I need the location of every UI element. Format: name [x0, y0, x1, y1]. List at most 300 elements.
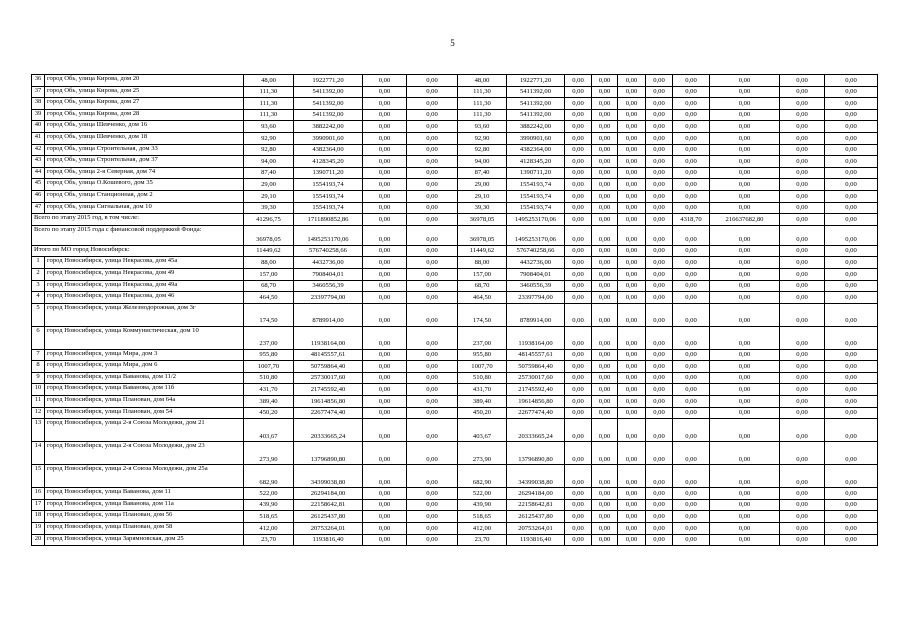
value-cell: 11449,62: [458, 245, 507, 257]
value-cell: 0,00: [780, 202, 825, 214]
value-cell: 4128345,20: [507, 156, 565, 168]
value-cell: 0,00: [673, 167, 710, 179]
row-number-cell: 2: [32, 268, 45, 280]
value-cell: 1390711,20: [507, 167, 565, 179]
value-cell: 111,30: [458, 86, 507, 98]
value-cell: 0,00: [407, 488, 458, 500]
value-cell: 0,00: [592, 190, 618, 202]
value-cell: 0,00: [592, 86, 618, 98]
value-cell: 0,00: [780, 190, 825, 202]
value-cell: 0,00: [407, 396, 458, 408]
value-cell: 3882242,00: [294, 121, 363, 133]
value-cell: 0,00: [825, 419, 878, 442]
value-cell: 11938164,00: [294, 326, 363, 349]
value-cell: 0,00: [407, 144, 458, 156]
address-cell: город Обь, улица Кирова, дом 25: [45, 86, 244, 98]
value-cell: 0,00: [407, 257, 458, 269]
address-cell: город Новосибирск, улица Некрасова, дом 45а: [45, 257, 244, 269]
value-cell: 0,00: [646, 144, 673, 156]
table-row: [32, 109, 878, 121]
value-cell: 26294184,00: [507, 488, 565, 500]
value-cell: 0,00: [592, 419, 618, 442]
value-cell: 0,00: [592, 225, 618, 245]
value-cell: 50759864,40: [507, 361, 565, 373]
row-number-cell: 13: [32, 419, 45, 442]
table-row: [32, 465, 878, 488]
value-cell: 0,00: [673, 156, 710, 168]
value-cell: 11938164,00: [507, 326, 565, 349]
value-cell: 0,00: [592, 465, 618, 488]
value-cell: 0,00: [592, 121, 618, 133]
value-cell: 0,00: [646, 75, 673, 87]
value-cell: 0,00: [673, 384, 710, 396]
value-cell: 111,30: [458, 109, 507, 121]
value-cell: 8789914,00: [294, 303, 363, 326]
address-cell: город Новосибирск, улица Ваванова, дом 11/2: [45, 372, 244, 384]
value-cell: 0,00: [780, 372, 825, 384]
value-cell: 50759864,40: [294, 361, 363, 373]
value-cell: 4318,70: [673, 214, 710, 226]
value-cell: 0,00: [407, 132, 458, 144]
value-cell: 29,10: [458, 190, 507, 202]
value-cell: 0,00: [710, 144, 780, 156]
table-row: [32, 419, 878, 442]
row-number-cell: 10: [32, 384, 45, 396]
row-number-cell: 43: [32, 156, 45, 168]
value-cell: 0,00: [618, 245, 646, 257]
value-cell: 0,00: [618, 225, 646, 245]
value-cell: 93,60: [244, 121, 294, 133]
value-cell: 0,00: [618, 75, 646, 87]
value-cell: 0,00: [710, 419, 780, 442]
address-cell: город Новосибирск, улица Ваванова, дом 11а: [45, 499, 244, 511]
value-cell: 0,00: [592, 109, 618, 121]
value-cell: 22158642,81: [294, 499, 363, 511]
value-cell: 0,00: [673, 488, 710, 500]
value-cell: 0,00: [618, 98, 646, 110]
value-cell: 0,00: [825, 86, 878, 98]
value-cell: 0,00: [565, 245, 592, 257]
value-cell: 0,00: [618, 465, 646, 488]
value-cell: 48145557,61: [294, 349, 363, 361]
value-cell: 0,00: [673, 499, 710, 511]
value-cell: 21745592,40: [294, 384, 363, 396]
value-cell: 0,00: [592, 523, 618, 535]
value-cell: 0,00: [565, 534, 592, 546]
value-cell: 1554193,74: [507, 190, 565, 202]
value-cell: 0,00: [618, 303, 646, 326]
row-number-cell: 17: [32, 499, 45, 511]
value-cell: 0,00: [646, 384, 673, 396]
value-cell: 0,00: [618, 179, 646, 191]
value-cell: 0,00: [710, 488, 780, 500]
value-cell: 4128345,20: [294, 156, 363, 168]
value-cell: 0,00: [407, 179, 458, 191]
value-cell: 0,00: [710, 268, 780, 280]
value-cell: 5411392,00: [294, 98, 363, 110]
address-cell: город Новосибирск, улица Мира, дом 3: [45, 349, 244, 361]
value-cell: 88,00: [244, 257, 294, 269]
value-cell: 0,00: [565, 396, 592, 408]
value-cell: 682,90: [244, 465, 294, 488]
value-cell: 111,30: [244, 109, 294, 121]
value-cell: 0,00: [673, 280, 710, 292]
value-cell: 510,80: [458, 372, 507, 384]
value-cell: 0,00: [592, 75, 618, 87]
value-cell: 0,00: [618, 349, 646, 361]
value-cell: 0,00: [673, 132, 710, 144]
value-cell: 26125437,80: [507, 511, 565, 523]
value-cell: 0,00: [710, 132, 780, 144]
value-cell: 0,00: [780, 280, 825, 292]
total-label-cell: Всего по этапу 2015 год, в том числе:: [32, 214, 244, 226]
value-cell: 0,00: [592, 326, 618, 349]
value-cell: 7908404,01: [507, 268, 565, 280]
value-cell: 25730017,60: [294, 372, 363, 384]
value-cell: 0,00: [592, 442, 618, 465]
value-cell: 0,00: [363, 303, 407, 326]
row-number-cell: 40: [32, 121, 45, 133]
value-cell: 518,65: [244, 511, 294, 523]
value-cell: 0,00: [673, 75, 710, 87]
value-cell: 0,00: [646, 214, 673, 226]
value-cell: 0,00: [363, 384, 407, 396]
value-cell: 5411392,00: [294, 109, 363, 121]
value-cell: 0,00: [673, 361, 710, 373]
value-cell: 0,00: [363, 132, 407, 144]
row-number-cell: 42: [32, 144, 45, 156]
value-cell: 0,00: [363, 372, 407, 384]
value-cell: 0,00: [618, 384, 646, 396]
table-row: [32, 144, 878, 156]
address-cell: город Обь, улица Кирова, дом 27: [45, 98, 244, 110]
address-cell: город Новосибирск, улица Ваванова, дом 11б: [45, 384, 244, 396]
value-cell: 157,00: [458, 268, 507, 280]
value-cell: 0,00: [646, 156, 673, 168]
value-cell: 0,00: [407, 202, 458, 214]
value-cell: 0,00: [592, 257, 618, 269]
value-cell: 0,00: [363, 225, 407, 245]
value-cell: 0,00: [592, 349, 618, 361]
value-cell: 0,00: [407, 499, 458, 511]
value-cell: 0,00: [780, 109, 825, 121]
value-cell: 0,00: [565, 190, 592, 202]
value-cell: 0,00: [673, 179, 710, 191]
value-cell: 0,00: [646, 465, 673, 488]
value-cell: 0,00: [780, 384, 825, 396]
value-cell: 0,00: [780, 75, 825, 87]
value-cell: 0,00: [407, 372, 458, 384]
value-cell: 0,00: [673, 121, 710, 133]
value-cell: 0,00: [363, 534, 407, 546]
row-number-cell: 14: [32, 442, 45, 465]
value-cell: 0,00: [407, 442, 458, 465]
value-cell: 88,00: [458, 257, 507, 269]
value-cell: 0,00: [592, 361, 618, 373]
value-cell: 0,00: [618, 361, 646, 373]
value-cell: 0,00: [780, 442, 825, 465]
value-cell: 0,00: [592, 534, 618, 546]
value-cell: 0,00: [407, 167, 458, 179]
value-cell: 0,00: [646, 268, 673, 280]
value-cell: 0,00: [565, 98, 592, 110]
value-cell: 87,40: [244, 167, 294, 179]
value-cell: 174,50: [244, 303, 294, 326]
value-cell: 0,00: [673, 190, 710, 202]
value-cell: 0,00: [825, 361, 878, 373]
value-cell: 23,70: [244, 534, 294, 546]
value-cell: 0,00: [780, 523, 825, 535]
value-cell: 0,00: [592, 511, 618, 523]
value-cell: 4382364,00: [507, 144, 565, 156]
value-cell: 111,30: [244, 98, 294, 110]
value-cell: 0,00: [825, 372, 878, 384]
value-cell: 23397794,00: [294, 292, 363, 304]
value-cell: 0,00: [565, 86, 592, 98]
value-cell: 0,00: [592, 499, 618, 511]
value-cell: 0,00: [710, 109, 780, 121]
table-row: [32, 156, 878, 168]
value-cell: 0,00: [646, 511, 673, 523]
value-cell: 111,30: [458, 98, 507, 110]
value-cell: 0,00: [780, 121, 825, 133]
value-cell: 439,90: [458, 499, 507, 511]
value-cell: 0,00: [407, 245, 458, 257]
value-cell: 0,00: [646, 190, 673, 202]
value-cell: 0,00: [407, 75, 458, 87]
value-cell: 576740258,66: [294, 245, 363, 257]
value-cell: 955,80: [244, 349, 294, 361]
value-cell: 0,00: [618, 144, 646, 156]
value-cell: 5411392,00: [507, 109, 565, 121]
value-cell: 0,00: [618, 419, 646, 442]
value-cell: 0,00: [825, 268, 878, 280]
value-cell: 0,00: [565, 442, 592, 465]
value-cell: 0,00: [618, 442, 646, 465]
value-cell: 3990901,60: [507, 132, 565, 144]
value-cell: 0,00: [780, 214, 825, 226]
table-row: [32, 132, 878, 144]
value-cell: 0,00: [646, 245, 673, 257]
value-cell: 3990901,60: [294, 132, 363, 144]
value-cell: 0,00: [646, 534, 673, 546]
value-cell: 0,00: [825, 303, 878, 326]
value-cell: 0,00: [646, 121, 673, 133]
value-cell: 0,00: [592, 245, 618, 257]
value-cell: 0,00: [363, 190, 407, 202]
table-row: [32, 442, 878, 465]
value-cell: 0,00: [407, 523, 458, 535]
value-cell: 1554193,74: [294, 179, 363, 191]
value-cell: 0,00: [363, 465, 407, 488]
value-cell: 0,00: [673, 225, 710, 245]
value-cell: 0,00: [363, 75, 407, 87]
value-cell: 0,00: [363, 179, 407, 191]
value-cell: 518,65: [458, 511, 507, 523]
row-number-cell: 9: [32, 372, 45, 384]
value-cell: 0,00: [407, 214, 458, 226]
address-cell: город Новосибирск, улица 2-я Союза Молодежи, дом 23: [45, 442, 244, 465]
row-number-cell: 1: [32, 257, 45, 269]
value-cell: 0,00: [363, 349, 407, 361]
address-cell: город Новосибирск, улица Ваванова, дом 11: [45, 488, 244, 500]
value-cell: 216637682,80: [710, 214, 780, 226]
value-cell: 0,00: [825, 442, 878, 465]
value-cell: 0,00: [363, 511, 407, 523]
value-cell: 0,00: [565, 499, 592, 511]
value-cell: 0,00: [780, 407, 825, 419]
value-cell: 0,00: [710, 179, 780, 191]
value-cell: 0,00: [646, 419, 673, 442]
table-row: [32, 75, 878, 87]
value-cell: 0,00: [673, 86, 710, 98]
address-cell: город Новосибирск, улица 2-я Союза Молодежи, дом 21: [45, 419, 244, 442]
table-row: [32, 361, 878, 373]
value-cell: 464,50: [244, 292, 294, 304]
value-cell: 0,00: [825, 488, 878, 500]
value-cell: 0,00: [565, 303, 592, 326]
value-cell: 0,00: [673, 465, 710, 488]
value-cell: 0,00: [565, 132, 592, 144]
value-cell: 0,00: [565, 488, 592, 500]
value-cell: 0,00: [407, 326, 458, 349]
table-row: [32, 190, 878, 202]
value-cell: 439,90: [244, 499, 294, 511]
table-row: [32, 511, 878, 523]
table-row: [32, 372, 878, 384]
value-cell: 0,00: [565, 465, 592, 488]
value-cell: 0,00: [592, 268, 618, 280]
value-cell: 0,00: [646, 499, 673, 511]
table-row: [32, 86, 878, 98]
value-cell: 0,00: [825, 156, 878, 168]
table-row: [32, 245, 878, 257]
value-cell: 20333665,24: [507, 419, 565, 442]
value-cell: 0,00: [565, 75, 592, 87]
value-cell: 20753264,01: [294, 523, 363, 535]
value-cell: 0,00: [780, 167, 825, 179]
value-cell: 21745592,40: [507, 384, 565, 396]
value-cell: 0,00: [646, 396, 673, 408]
value-cell: 0,00: [592, 292, 618, 304]
value-cell: 0,00: [710, 372, 780, 384]
value-cell: 68,70: [244, 280, 294, 292]
value-cell: 0,00: [407, 156, 458, 168]
value-cell: 25730017,60: [507, 372, 565, 384]
value-cell: 0,00: [780, 499, 825, 511]
value-cell: 0,00: [565, 268, 592, 280]
value-cell: 0,00: [825, 523, 878, 535]
value-cell: 0,00: [363, 121, 407, 133]
value-cell: 0,00: [710, 156, 780, 168]
table-row: [32, 349, 878, 361]
table-row: [32, 326, 878, 349]
value-cell: 510,80: [244, 372, 294, 384]
value-cell: 92,80: [244, 144, 294, 156]
value-cell: 0,00: [363, 245, 407, 257]
value-cell: 29,10: [244, 190, 294, 202]
value-cell: 0,00: [618, 121, 646, 133]
value-cell: 0,00: [825, 349, 878, 361]
value-cell: 0,00: [673, 419, 710, 442]
value-cell: 0,00: [363, 214, 407, 226]
row-number-cell: 18: [32, 511, 45, 523]
address-cell: город Новосибирск, улица Планован, дом 54: [45, 407, 244, 419]
address-cell: город Новосибирск, улица 2-я Союза Молодежи, дом 25а: [45, 465, 244, 488]
value-cell: 0,00: [710, 523, 780, 535]
value-cell: 0,00: [592, 396, 618, 408]
row-number-cell: 5: [32, 303, 45, 326]
value-cell: 0,00: [407, 534, 458, 546]
row-number-cell: 12: [32, 407, 45, 419]
table-row: [32, 303, 878, 326]
value-cell: 0,00: [673, 523, 710, 535]
total-label-cell: Итого по МО город Новосибирск:: [32, 245, 244, 257]
value-cell: 0,00: [565, 523, 592, 535]
value-cell: 0,00: [673, 534, 710, 546]
value-cell: 26294184,00: [294, 488, 363, 500]
value-cell: 0,00: [407, 465, 458, 488]
value-cell: 403,67: [244, 419, 294, 442]
value-cell: 0,00: [646, 442, 673, 465]
value-cell: 0,00: [407, 109, 458, 121]
value-cell: 0,00: [710, 190, 780, 202]
value-cell: 273,90: [458, 442, 507, 465]
value-cell: 389,40: [458, 396, 507, 408]
value-cell: 0,00: [565, 419, 592, 442]
value-cell: 0,00: [407, 280, 458, 292]
value-cell: 0,00: [592, 144, 618, 156]
row-number-cell: 44: [32, 167, 45, 179]
value-cell: 0,00: [407, 407, 458, 419]
value-cell: 0,00: [780, 292, 825, 304]
value-cell: 0,00: [780, 361, 825, 373]
row-number-cell: 19: [32, 523, 45, 535]
address-cell: город Новосибирск, улица Железнодорожная, дом 3г: [45, 303, 244, 326]
value-cell: 0,00: [825, 465, 878, 488]
value-cell: 48,00: [458, 75, 507, 87]
value-cell: 0,00: [825, 257, 878, 269]
value-cell: 0,00: [363, 499, 407, 511]
value-cell: 0,00: [592, 202, 618, 214]
value-cell: 0,00: [407, 86, 458, 98]
page-number: 5: [450, 38, 455, 48]
value-cell: 1007,70: [244, 361, 294, 373]
value-cell: 0,00: [618, 156, 646, 168]
value-cell: 36978,05: [458, 225, 507, 245]
value-cell: 48145557,61: [507, 349, 565, 361]
value-cell: 0,00: [780, 144, 825, 156]
value-cell: 0,00: [565, 384, 592, 396]
value-cell: 0,00: [565, 361, 592, 373]
value-cell: 29,00: [458, 179, 507, 191]
value-cell: 1495253170,06: [507, 225, 565, 245]
value-cell: 0,00: [673, 396, 710, 408]
value-cell: 0,00: [646, 361, 673, 373]
value-cell: 0,00: [618, 86, 646, 98]
row-number-cell: 16: [32, 488, 45, 500]
value-cell: 87,40: [458, 167, 507, 179]
value-cell: 0,00: [592, 407, 618, 419]
value-cell: 0,00: [363, 292, 407, 304]
value-cell: 0,00: [673, 349, 710, 361]
value-cell: 0,00: [618, 511, 646, 523]
value-cell: 0,00: [646, 98, 673, 110]
value-cell: 0,00: [825, 109, 878, 121]
value-cell: 0,00: [618, 488, 646, 500]
value-cell: 0,00: [673, 257, 710, 269]
address-cell: город Обь, улица 2-я Северная, дом 74: [45, 167, 244, 179]
